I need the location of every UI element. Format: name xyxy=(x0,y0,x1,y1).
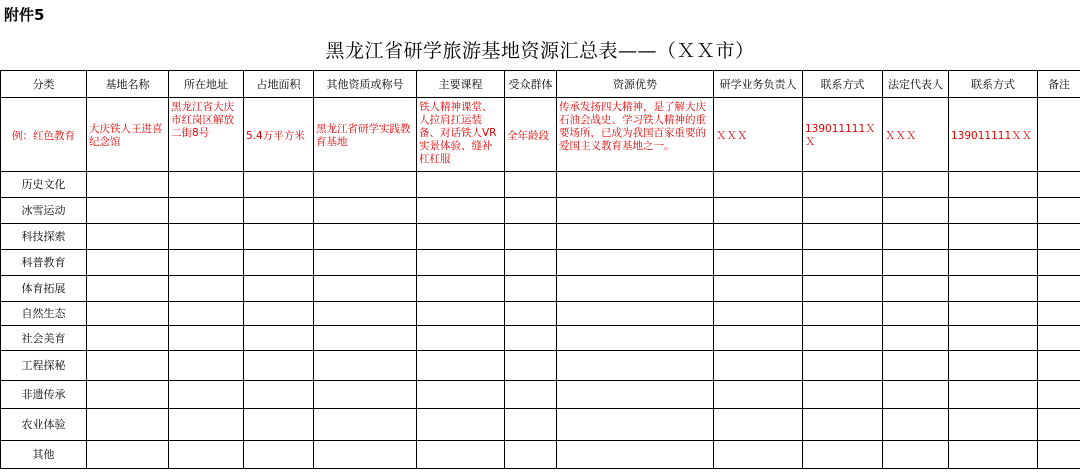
col-header-category[interactable]: 分类 xyxy=(1,71,87,98)
attachment-label: 附件5 xyxy=(4,6,45,24)
cell-category[interactable]: 科技探索 xyxy=(1,224,87,250)
table-row xyxy=(1,381,1080,409)
empty-cell[interactable] xyxy=(1038,172,1080,198)
empty-cell[interactable] xyxy=(314,381,417,409)
empty-cell[interactable] xyxy=(169,198,244,224)
empty-cell[interactable] xyxy=(557,224,714,250)
empty-cell[interactable] xyxy=(883,409,949,441)
table-row xyxy=(1,351,1080,381)
col-header-qualifications[interactable]: 其他资质或称号 xyxy=(314,71,417,98)
empty-cell[interactable] xyxy=(87,172,169,198)
col-header-area[interactable]: 占地面积 xyxy=(244,71,314,98)
empty-cell[interactable] xyxy=(314,326,417,351)
empty-cell[interactable] xyxy=(949,381,1038,409)
cell-qualifications[interactable]: 黑龙江省研学实践教育基地 xyxy=(314,98,417,172)
empty-cell[interactable] xyxy=(314,351,417,381)
empty-cell[interactable] xyxy=(557,172,714,198)
empty-cell[interactable] xyxy=(714,172,803,198)
empty-cell[interactable] xyxy=(949,198,1038,224)
cell-category[interactable]: 例：红色教育 xyxy=(1,98,87,172)
cell-business-lead[interactable]: ＸＸＸ xyxy=(714,98,803,172)
cell-address[interactable]: 黑龙江省大庆市红岗区解放二街8号 xyxy=(169,98,244,172)
empty-cell[interactable] xyxy=(87,276,169,302)
empty-cell[interactable] xyxy=(883,198,949,224)
col-header-address[interactable]: 所在地址 xyxy=(169,71,244,98)
empty-cell[interactable] xyxy=(1038,250,1080,276)
empty-cell[interactable] xyxy=(169,441,244,469)
empty-cell[interactable] xyxy=(244,441,314,469)
empty-cell[interactable] xyxy=(803,276,883,302)
empty-cell[interactable] xyxy=(714,250,803,276)
empty-cell[interactable] xyxy=(803,250,883,276)
cell-category[interactable]: 冰雪运动 xyxy=(1,198,87,224)
empty-cell[interactable] xyxy=(417,351,505,381)
empty-cell[interactable] xyxy=(949,409,1038,441)
empty-cell[interactable] xyxy=(714,276,803,302)
empty-cell[interactable] xyxy=(505,326,557,351)
empty-cell[interactable] xyxy=(244,172,314,198)
empty-cell[interactable] xyxy=(244,224,314,250)
empty-cell[interactable] xyxy=(1038,302,1080,326)
empty-cell[interactable] xyxy=(314,172,417,198)
table-row xyxy=(1,409,1080,441)
empty-cell[interactable] xyxy=(949,250,1038,276)
cell-category[interactable]: 其他 xyxy=(1,441,87,469)
empty-cell[interactable] xyxy=(87,409,169,441)
empty-cell[interactable] xyxy=(314,250,417,276)
empty-cell[interactable] xyxy=(417,441,505,469)
empty-cell[interactable] xyxy=(803,409,883,441)
empty-cell[interactable] xyxy=(1038,224,1080,250)
table-row xyxy=(1,302,1080,326)
empty-cell[interactable] xyxy=(417,224,505,250)
empty-cell[interactable] xyxy=(169,224,244,250)
empty-cell[interactable] xyxy=(557,381,714,409)
empty-cell[interactable] xyxy=(505,172,557,198)
empty-cell[interactable] xyxy=(1038,381,1080,409)
empty-cell[interactable] xyxy=(87,250,169,276)
empty-cell[interactable] xyxy=(803,441,883,469)
empty-cell[interactable] xyxy=(557,276,714,302)
example-row xyxy=(1,98,1080,172)
empty-cell[interactable] xyxy=(169,351,244,381)
empty-cell[interactable] xyxy=(505,250,557,276)
empty-cell[interactable] xyxy=(803,198,883,224)
empty-cell[interactable] xyxy=(169,172,244,198)
empty-cell[interactable] xyxy=(244,250,314,276)
empty-cell[interactable] xyxy=(169,276,244,302)
empty-cell[interactable] xyxy=(314,198,417,224)
cell-category[interactable]: 社会美育 xyxy=(1,326,87,351)
empty-cell[interactable] xyxy=(557,351,714,381)
empty-cell[interactable] xyxy=(883,326,949,351)
cell-category[interactable]: 科普教育 xyxy=(1,250,87,276)
empty-cell[interactable] xyxy=(505,381,557,409)
empty-cell[interactable] xyxy=(505,198,557,224)
empty-cell[interactable] xyxy=(949,351,1038,381)
empty-cell[interactable] xyxy=(803,326,883,351)
empty-cell[interactable] xyxy=(557,409,714,441)
empty-cell[interactable] xyxy=(169,326,244,351)
table-row xyxy=(1,172,1080,198)
empty-cell[interactable] xyxy=(169,409,244,441)
empty-cell[interactable] xyxy=(714,326,803,351)
empty-cell[interactable] xyxy=(505,224,557,250)
table-row xyxy=(1,250,1080,276)
empty-cell[interactable] xyxy=(714,441,803,469)
empty-cell[interactable] xyxy=(803,351,883,381)
empty-cell[interactable] xyxy=(1038,326,1080,351)
empty-cell[interactable] xyxy=(417,381,505,409)
cell-contact-1[interactable]: 139011111ＸＸ xyxy=(803,98,883,172)
empty-cell[interactable] xyxy=(949,326,1038,351)
empty-cell[interactable] xyxy=(1038,441,1080,469)
empty-cell[interactable] xyxy=(714,198,803,224)
col-header-courses[interactable]: 主要课程 xyxy=(417,71,505,98)
cell-category[interactable]: 体育拓展 xyxy=(1,276,87,302)
empty-cell[interactable] xyxy=(883,276,949,302)
table-title: 黑龙江省研学旅游基地资源汇总表——（ＸＸ市） xyxy=(325,40,755,62)
col-header-legal-rep[interactable]: 法定代表人 xyxy=(883,71,949,98)
cell-base-name[interactable]: 大庆铁人王进喜纪念馆 xyxy=(87,98,169,172)
empty-cell[interactable] xyxy=(505,302,557,326)
empty-cell[interactable] xyxy=(949,224,1038,250)
empty-cell[interactable] xyxy=(883,302,949,326)
empty-cell[interactable] xyxy=(244,276,314,302)
empty-cell[interactable] xyxy=(557,326,714,351)
header-row xyxy=(1,71,1080,98)
empty-cell[interactable] xyxy=(1038,198,1080,224)
empty-cell[interactable] xyxy=(949,302,1038,326)
col-header-contact-2[interactable]: 联系方式 xyxy=(949,71,1038,98)
empty-cell[interactable] xyxy=(87,302,169,326)
empty-cell[interactable] xyxy=(505,351,557,381)
empty-cell[interactable] xyxy=(803,302,883,326)
empty-cell[interactable] xyxy=(314,441,417,469)
empty-cell[interactable] xyxy=(244,198,314,224)
empty-cell[interactable] xyxy=(883,224,949,250)
table-row xyxy=(1,441,1080,469)
empty-cell[interactable] xyxy=(244,302,314,326)
empty-cell[interactable] xyxy=(87,326,169,351)
empty-cell[interactable] xyxy=(557,441,714,469)
cell-category[interactable]: 自然生态 xyxy=(1,302,87,326)
empty-cell[interactable] xyxy=(505,276,557,302)
empty-cell[interactable] xyxy=(87,351,169,381)
empty-cell[interactable] xyxy=(417,326,505,351)
cell-area[interactable]: 5.4万平方米 xyxy=(244,98,314,172)
empty-cell[interactable] xyxy=(505,441,557,469)
col-header-contact-1[interactable]: 联系方式 xyxy=(803,71,883,98)
empty-cell[interactable] xyxy=(87,381,169,409)
empty-cell[interactable] xyxy=(949,441,1038,469)
empty-cell[interactable] xyxy=(883,381,949,409)
empty-cell[interactable] xyxy=(244,326,314,351)
empty-cell[interactable] xyxy=(883,250,949,276)
empty-cell[interactable] xyxy=(314,409,417,441)
empty-cell[interactable] xyxy=(1038,409,1080,441)
col-header-audience[interactable]: 受众群体 xyxy=(505,71,557,98)
empty-cell[interactable] xyxy=(314,276,417,302)
empty-cell[interactable] xyxy=(244,409,314,441)
table-row xyxy=(1,224,1080,250)
empty-cell[interactable] xyxy=(417,276,505,302)
empty-cell[interactable] xyxy=(1038,351,1080,381)
empty-cell[interactable] xyxy=(714,381,803,409)
empty-cell[interactable] xyxy=(169,302,244,326)
empty-cell[interactable] xyxy=(883,441,949,469)
col-header-base-name[interactable]: 基地名称 xyxy=(87,71,169,98)
empty-cell[interactable] xyxy=(883,351,949,381)
empty-cell[interactable] xyxy=(417,302,505,326)
cell-category[interactable]: 非遗传承 xyxy=(1,381,87,409)
empty-cell[interactable] xyxy=(169,381,244,409)
cell-legal-rep[interactable]: ＸＸＸ xyxy=(883,98,949,172)
empty-cell[interactable] xyxy=(803,172,883,198)
col-header-business-lead[interactable]: 研学业务负责人 xyxy=(714,71,803,98)
empty-cell[interactable] xyxy=(714,409,803,441)
empty-cell[interactable] xyxy=(417,172,505,198)
col-header-remarks[interactable]: 备注 xyxy=(1038,71,1080,98)
cell-category[interactable]: 农业体验 xyxy=(1,409,87,441)
empty-cell[interactable] xyxy=(803,381,883,409)
empty-cell[interactable] xyxy=(244,381,314,409)
cell-category[interactable]: 历史文化 xyxy=(1,172,87,198)
empty-cell[interactable] xyxy=(87,224,169,250)
empty-cell[interactable] xyxy=(803,224,883,250)
empty-cell[interactable] xyxy=(557,250,714,276)
cell-advantages[interactable]: 传承发扬四大精神，是了解大庆石油会战史、学习铁人精神的重要场所，已成为我国百家重要的爱国主义教育基地之一。 xyxy=(557,98,714,172)
table-row xyxy=(1,326,1080,351)
cell-contact-2[interactable]: 139011111ＸＸ xyxy=(949,98,1038,172)
cell-courses[interactable]: 铁人精神课堂、人拉肩扛运装备、对话铁人VR实景体验、缝补杠杠服 xyxy=(417,98,505,172)
empty-cell[interactable] xyxy=(87,441,169,469)
col-header-advantages[interactable]: 资源优势 xyxy=(557,71,714,98)
table-row xyxy=(1,276,1080,302)
empty-cell[interactable] xyxy=(244,351,314,381)
empty-cell[interactable] xyxy=(505,409,557,441)
cell-remarks[interactable] xyxy=(1038,98,1080,172)
empty-cell[interactable] xyxy=(714,302,803,326)
empty-cell[interactable] xyxy=(87,198,169,224)
cell-audience[interactable]: 全年龄段 xyxy=(505,98,557,172)
empty-cell[interactable] xyxy=(714,224,803,250)
empty-cell[interactable] xyxy=(417,250,505,276)
empty-cell[interactable] xyxy=(314,224,417,250)
empty-cell[interactable] xyxy=(169,250,244,276)
empty-cell[interactable] xyxy=(557,198,714,224)
empty-cell[interactable] xyxy=(714,351,803,381)
empty-cell[interactable] xyxy=(949,276,1038,302)
empty-cell[interactable] xyxy=(557,302,714,326)
empty-cell[interactable] xyxy=(314,302,417,326)
empty-cell[interactable] xyxy=(883,172,949,198)
cell-category[interactable]: 工程探秘 xyxy=(1,351,87,381)
empty-cell[interactable] xyxy=(417,409,505,441)
empty-cell[interactable] xyxy=(417,198,505,224)
empty-cell[interactable] xyxy=(949,172,1038,198)
empty-cell[interactable] xyxy=(1038,276,1080,302)
table-row xyxy=(1,198,1080,224)
resource-table xyxy=(0,70,1080,469)
